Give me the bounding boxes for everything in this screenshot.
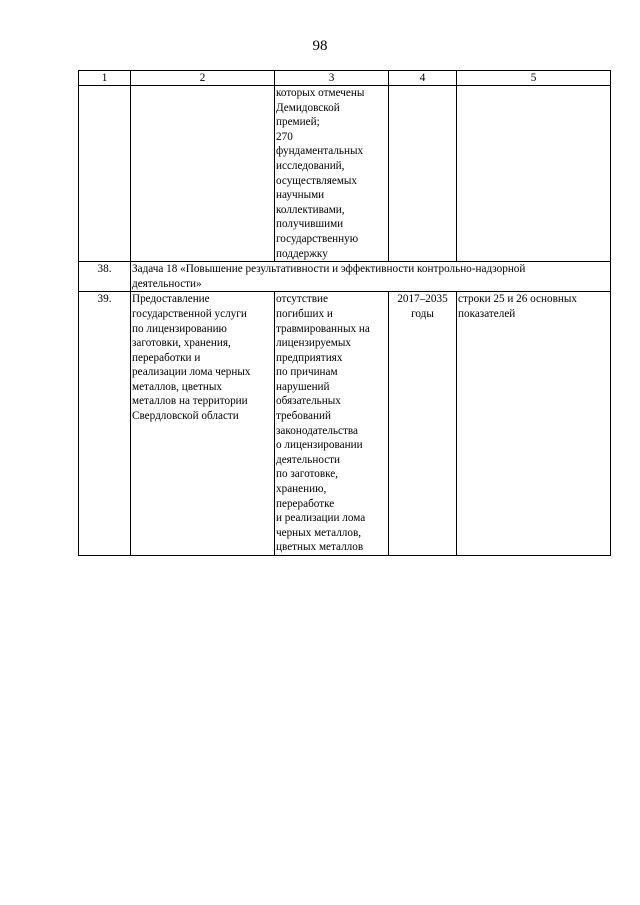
table-row-38	[79, 262, 611, 292]
text-line: цветных металлов	[276, 541, 364, 554]
text-line: исследований,	[276, 159, 345, 172]
text-line: металлов на территории	[132, 395, 248, 408]
text-line: травмированных на	[276, 322, 370, 335]
header-col-5: 5	[457, 71, 611, 86]
table-header-row	[79, 71, 611, 86]
text-line: требований	[276, 410, 331, 423]
text-line: законодательства	[276, 424, 358, 437]
text-line: поддержку	[276, 247, 328, 260]
text-line: о лицензировании	[276, 439, 363, 452]
text-line: черных металлов,	[276, 526, 362, 539]
text-line: Свердловской области	[132, 410, 239, 423]
program-table	[78, 70, 611, 556]
text-line: переработке	[276, 497, 335, 510]
text-line: фундаментальных	[276, 145, 364, 158]
text-line: отсутствие	[276, 293, 328, 306]
row-number: 39.	[79, 292, 131, 556]
text-line: которых отмечены	[276, 87, 365, 99]
cell-period	[389, 292, 457, 556]
cell-activity	[131, 86, 275, 262]
cell-indicator	[275, 292, 389, 556]
text-line: по причинам	[276, 366, 338, 379]
text-line: строки 25 и 26 основных	[458, 293, 577, 306]
text-line: нарушений	[276, 380, 330, 393]
row-number: 38.	[79, 262, 131, 292]
text-line: премией;	[276, 116, 320, 129]
text-line: заготовки, хранения,	[132, 337, 231, 350]
text-line: реализации лома черных	[132, 366, 251, 379]
text-line: обязательных	[276, 395, 341, 408]
text-line: Предоставление	[132, 293, 210, 306]
text-line: годы	[411, 307, 434, 320]
cell-indicator	[275, 86, 389, 262]
table-row-39	[79, 292, 611, 556]
text-line: 270	[276, 130, 293, 143]
text-line: предприятиях	[276, 351, 343, 364]
text-line: по лицензированию	[132, 322, 227, 335]
text-line: переработки и	[132, 351, 201, 364]
cell-num	[79, 86, 131, 262]
cell-reference	[457, 292, 611, 556]
header-col-1: 1	[79, 71, 131, 86]
text-line: по заготовке,	[276, 468, 339, 481]
text-line: получившими	[276, 218, 344, 231]
task-heading	[131, 262, 611, 292]
header-col-4: 4	[389, 71, 457, 86]
text-line: металлов, цветных	[132, 380, 222, 393]
text-line: деятельности»	[132, 277, 202, 290]
text-line: осуществляемых	[276, 174, 358, 187]
table-row-continuation	[79, 86, 611, 262]
text-line: хранению,	[276, 483, 327, 496]
text-line: научными	[276, 189, 325, 202]
text-line: коллективами,	[276, 203, 345, 216]
text-line: и реализации лома	[276, 512, 366, 525]
header-col-3: 3	[275, 71, 389, 86]
header-col-2: 2	[131, 71, 275, 86]
text-line: погибших и	[276, 307, 333, 320]
text-line: деятельности	[276, 453, 341, 466]
text-line: Задача 18 «Повышение результативности и эффективности контрольно-надзорной	[132, 263, 526, 276]
text-line: государственную	[276, 232, 359, 245]
text-line: лицензируемых	[276, 337, 351, 350]
cell-period	[389, 86, 457, 262]
text-line: 2017–2035	[397, 293, 448, 306]
text-line: государственной услуги	[132, 307, 247, 320]
text-line: Демидовской	[276, 101, 340, 114]
cell-activity	[131, 292, 275, 556]
text-line: показателей	[458, 307, 516, 320]
cell-reference	[457, 86, 611, 262]
page-number: 98	[312, 38, 328, 54]
